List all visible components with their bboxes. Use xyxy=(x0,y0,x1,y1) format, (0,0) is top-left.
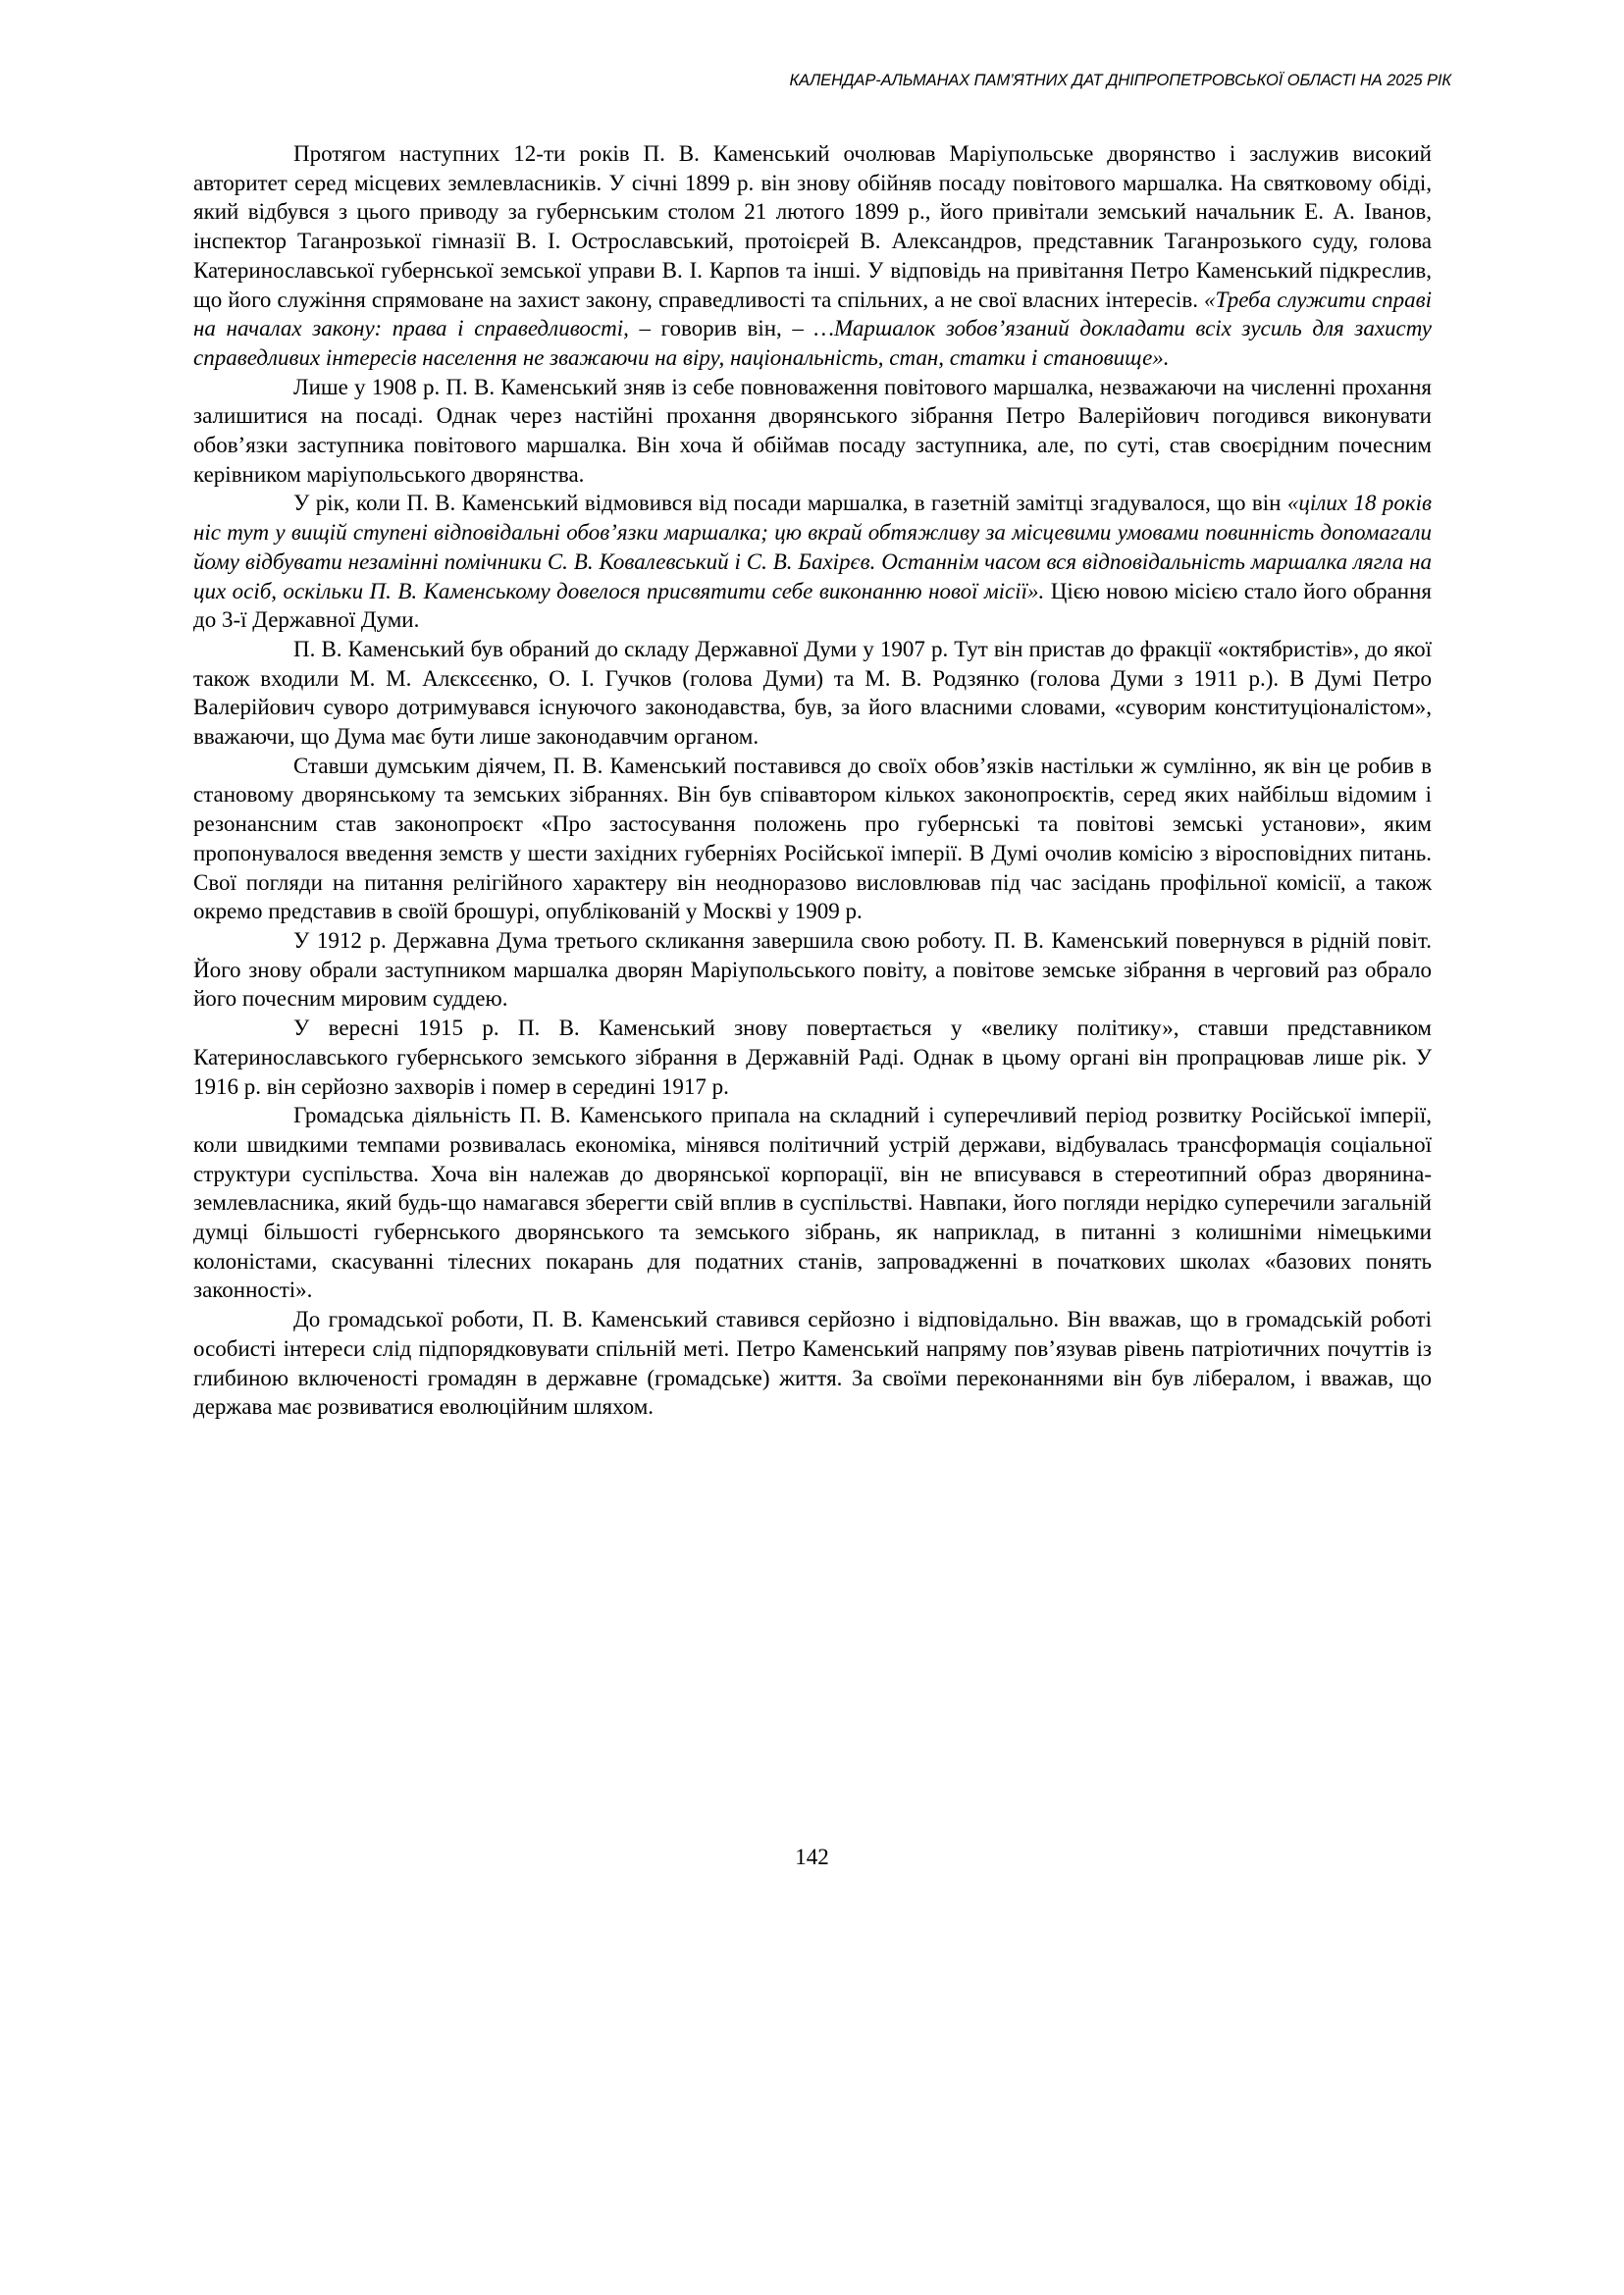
running-header: КАЛЕНДАР-АЛЬМАНАХ ПАМ’ЯТНИХ ДАТ ДНІПРОПЕТРОВСЬКОЇ ОБЛАСТІ НА 2025 РІК xyxy=(789,72,1451,89)
paragraph-text: У 1912 р. Державна Дума третього скликання завершила свою роботу. П. В. Каменський повернувся в рідній повіт. Його знову обрали заступником маршалка дворян Маріупольського повіту, а повітове земське зібрання в черговий раз обрало його почесним мировим суддею. xyxy=(193,927,1432,1012)
quote: «цілих 18 років ніс тут у вищій ступені відповідальні обов’язки маршалка; цю вкрай обтяжливу за місцевими умовами повинність допомагали йому відбувати незамінні помічники С. В. Ковалевський і С. В. Бахірєв. Останнім часом вся відповідальність маршалка лягла на цих осіб, оскільки П. В. Каменському довелося присвятити себе виконанню нової місії». xyxy=(193,491,1432,603)
paragraph-text: П. В. Каменський був обраний до складу Державної Думи у 1907 р. Тут він пристав до фракції «октябристів», до якої також входили М. М. Алєксєєнко, О. І. Гучков (голова Думи) та М. В. Родзянко (голова Думи з 1911 р.). В Думі Петро Валерійович суворо дотримувався існуючого законодавства, був, за його власними словами, «суворим конституціоналістом», вважаючи, що Дума має бути лише законодавчим органом. xyxy=(193,636,1432,750)
paragraph-5 xyxy=(193,752,1432,926)
paragraph-text: Протягом наступних 12-ти років П. В. Каменський очолював Маріупольське дворянство і заслужив високий авторитет серед місцевих землевласників. У січні 1899 р. він знову обійняв посаду повітового маршалка. На святковому обіді, який відбувся з цього приводу за губернським столом 21 лютого 1899 р., його привітали земський начальник Е. А. Іванов, інспектор Таганрозької гімназії В. І. Острославський, протоієрей В. Александров, представник Таганрозького суду, голова Катеринославської губернської земської управи В. І. Карпов та інші. У відповідь на привітання Петро Каменський підкреслив, що його служіння спрямоване на захист закону, справедливості та спільних, а не свої власних інтересів. xyxy=(193,141,1432,312)
paragraph-3 xyxy=(193,489,1432,635)
paragraph-1 xyxy=(193,139,1432,373)
page-body xyxy=(193,139,1432,1422)
quote: «Треба служити справі на началах закону: права і справедливості, xyxy=(193,287,1432,341)
paragraph-text: Лише у 1908 р. П. В. Каменський зняв із себе повноваження повітового маршалка, незважаючи на численні прохання залишитися на посаді. Однак через настійні прохання дворянського зібрання Петро Валерійович погодився виконувати обов’язки заступника повітового маршалка. Він хоча й обіймав посаду заступника, але, по суті, став своєрідним почесним керівником маріупольського дворянства. xyxy=(193,374,1432,487)
page-number: 142 xyxy=(795,1845,829,1869)
paragraph-text: – говорив він, – xyxy=(628,316,814,341)
paragraph-7 xyxy=(193,1014,1432,1101)
paragraph-text: У вересні 1915 р. П. В. Каменський знову повертається у «велику політику», ставши представником Катеринославського губернського земського зібрання в Державній Раді. Однак в цьому органі він пропрацював лише рік. У 1916 р. він серйозно захворів і помер в середині 1917 р. xyxy=(193,1016,1432,1099)
paragraph-text: Громадська діяльність П. В. Каменського припала на складний і суперечливий період розвитку Російської імперії, коли швидкими темпами розвивалась економіка, мінявся політичний устрій держави, відбувалась трансформація соціальної структури суспільства. Хоча він належав до дворянської корпорації, він не вписувався в стереотипний образ дворянина-землевласника, який будь-що намагався зберегти свій вплив в суспільстві. Навпаки, його погляди нерідко суперечили загальній думці більшості губернського дворянського та земського зібрань, як наприклад, в питанні з колишніми німецькими колоністами, скасуванні тілесних покарань для податних станів, запровадженні в початкових школах «базових понять законності». xyxy=(193,1103,1432,1303)
paragraph-2 xyxy=(193,373,1432,490)
paragraph-text: До громадської роботи, П. В. Каменський ставився серйозно і відповідально. Він вважав, що в громадській роботі особисті інтереси слід підпорядковувати спільній меті. Петро Каменський напряму пов’язував рівень патріотичних почуттів із глибиною включеності громадян в державне (громадське) життя. За своїми переконаннями він був лібералом, і вважав, що держава має розвиватися еволюційним шляхом. xyxy=(193,1307,1432,1420)
paragraph-text: Ставши думським діячем, П. В. Каменський поставився до своїх обов’язків настільки ж сумлінно, як він це робив в становому дворянському та земських зібраннях. Він був співавтором кількох законопроєктів, серед яких найбільш відомим і резонансним став законопроєкт «Про застосування положень про губернські та повітові земські установи», яким пропонувалося введення земств у шести західних губерніях Російської імперії. В Думі очолив комісію з віросповідних питань. Свої погляди на питання релігійного характеру він неодноразово висловлював під час засідань профільної комісії, а також окремо представив в своїй брошурі, опублікованій у Москві у 1909 р. xyxy=(193,753,1432,924)
paragraph-text: Цією новою місією стало його обрання до 3-ї Державної Думи. xyxy=(193,578,1432,633)
paragraph-6 xyxy=(193,926,1432,1014)
paragraph-8 xyxy=(193,1101,1432,1305)
paragraph-text: У рік, коли П. В. Каменський відмовився від посади маршалка, в газетній замітці згадувалося, що він xyxy=(293,491,1287,516)
paragraph-9 xyxy=(193,1305,1432,1422)
quote: …Маршалок зобов’язаний докладати всіх зусиль для захисту справедливих інтересів населення не зважаючи на віру, національність, стан, статки і становище». xyxy=(193,316,1433,370)
paragraph-4 xyxy=(193,635,1432,752)
